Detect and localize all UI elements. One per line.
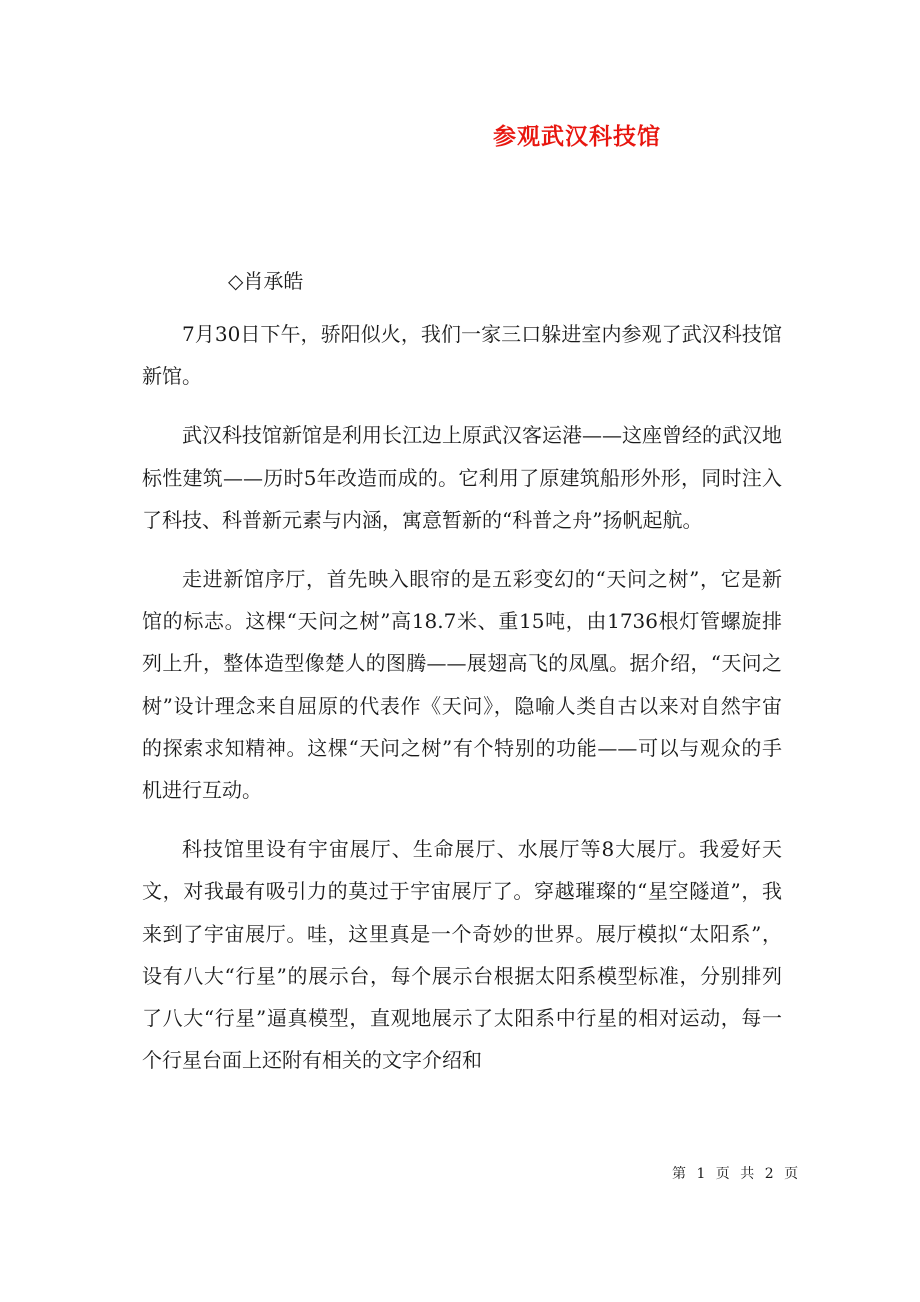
article-body bbox=[142, 313, 782, 1098]
paragraph: 武汉科技馆新馆是利用长江边上原武汉客运港——这座曾经的武汉地标性建筑——历时5年改造而成的。它利用了原建筑船形外形，同时注入了科技、科普新元素与内涵，寓意暂新的“科普之舟”扬帆起航。 bbox=[142, 423, 782, 532]
document-title: 参观武汉科技馆 bbox=[493, 124, 661, 150]
paragraph: 7月30日下午，骄阳似火，我们一家三口躲进室内参观了武汉科技馆新馆。 bbox=[142, 322, 782, 389]
paragraph: 走进新馆序厅，首先映入眼帘的是五彩变幻的“天问之树”，它是新馆的标志。这棵“天问之树”高18.7米、重15吨，由1736根灯管螺旋排列上升，整体造型像楚人的图腾——展翅高飞的凤凰。据介绍，“天问之树”设计理念来自屈原的代表作《天问》，隐喻人类自古以来对自然宇宙的探索求知精神。这棵“天问之树”有个特别的功能——可以与观众的手机进行互动。 bbox=[142, 567, 782, 803]
paragraph: 科技馆里设有宇宙展厅、生命展厅、水展厅等8大展厅。我爱好天文，对我最有吸引力的莫过于宇宙展厅了。穿越璀璨的“星空隧道”，我来到了宇宙展厅。哇，这里真是一个奇妙的世界。展厅模拟“太阳系”，设有八大“行星”的展示台，每个展示台根据太阳系模型标准，分别排列了八大“行星”逼真模型，直观地展示了太阳系中行星的相对运动，每一个行星台面上还附有相关的文字介绍和 bbox=[142, 837, 782, 1073]
author-line: ◇肖承皓 bbox=[228, 269, 304, 293]
page-number-footer: 第 1 页 共 2 页 bbox=[672, 1166, 802, 1182]
